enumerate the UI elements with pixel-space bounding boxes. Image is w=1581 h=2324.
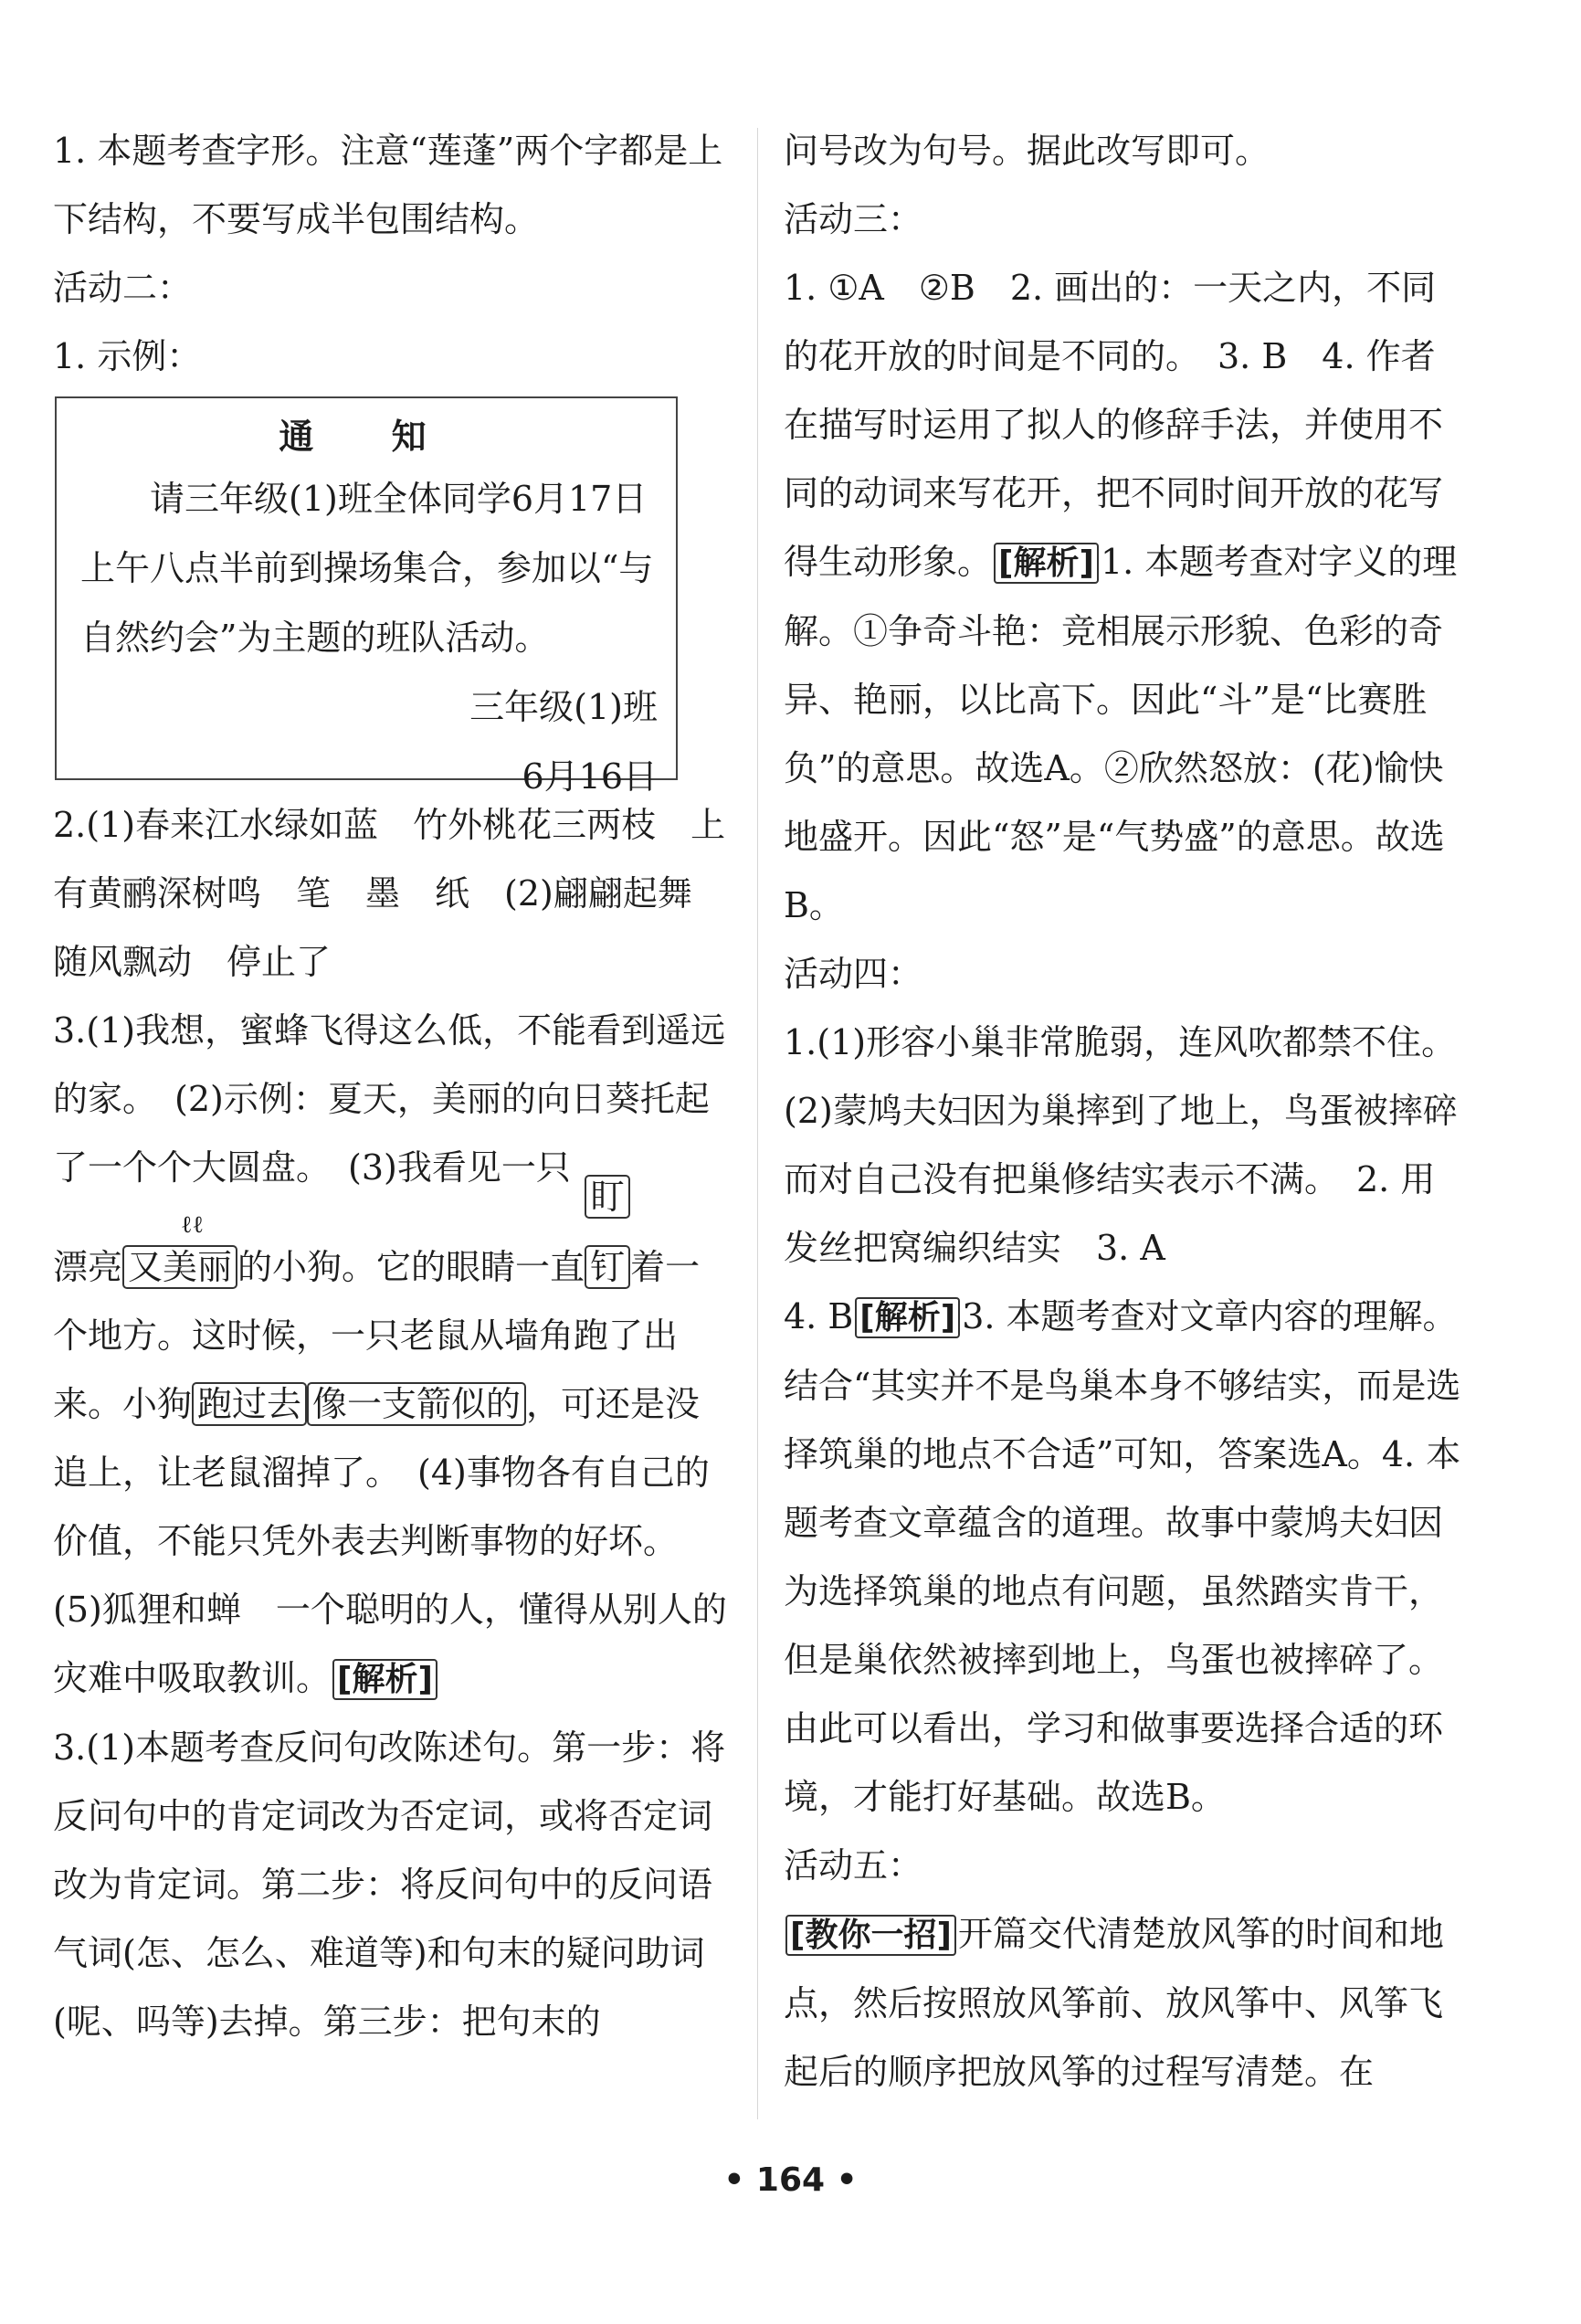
answer-paragraph: 1. 本题考查字形。注意“莲蓬”两个字都是上下结构，不要写成半包围结构。 <box>53 131 723 239</box>
answer-paragraph <box>784 1900 1464 2107</box>
corrected-sentence <box>53 1177 733 1714</box>
notice-title: 通 知 <box>279 417 459 457</box>
analysis-tag: [解析] <box>855 1297 960 1338</box>
notice-signer: 三年级(1)班 <box>469 687 658 727</box>
notice-body: 请三年级(1)班全体同学6月17日上午八点半前到操场集合，参加以“与自然约会”为主题的班队活动。 <box>80 479 654 658</box>
sentence-text: ，可还是没追上，让老鼠溜掉了。 (4)事物各有自己的价值，不能只凭外表去判断事物的好坏。 (5)狐狸和蝉 一个聪明的人，懂得从别人的灾难中吸取教训。 <box>53 1384 727 1698</box>
sentence-text: 着一个地方。这时候，一只老鼠从墙角跑了出来。小狗 <box>53 1247 701 1424</box>
answer-paragraph: 2.(1)春来江水绿如蓝 竹外桃花三两枝 上有黄鹂深树鸣 笔 墨 纸 (2)翩翩起舞 随风飘动 停止了 <box>53 805 727 982</box>
answer-paragraph: 3.(1)本题考查反问句改陈述句。第一步：将反问句中的肯定词改为否定词，或将否定词改为肯定词。第二步：将反问句中的反问语气词(怎、怎么、难道等)和句末的疑问助词(呢、吗等)去掉。第三步：把句末的 <box>53 1727 726 2042</box>
replacement-mark <box>585 1177 630 1302</box>
answer-text: 1. ①A ②B 2. 画出的：一天之内，不同的花开放的时间是不同的。 3. B 4. 作者在描写时运用了拟人的修辞手法，并使用不同的动词来写花开，把不同时间开放的花写得生动形象。 <box>784 268 1444 582</box>
swap-phrase-a: 跑过去 <box>192 1382 307 1426</box>
answer-paragraph: 1. 示例： <box>53 336 202 376</box>
section-heading: 活动四： <box>784 954 923 994</box>
section-heading: 活动三： <box>784 199 923 239</box>
left-column <box>53 117 733 2056</box>
section-heading: 活动二： <box>53 268 193 308</box>
answer-text: 1. 本题考查对字义的理解。①争奇斗艳：竞相展示形貌、色彩的奇异、艳丽，以比高下。因此“斗”是“比赛胜负”的意思。故选A。②欣然怒放：(花)愉快地盛开。因此“怒”是“气势盛”的意思。故选B。 <box>784 542 1458 925</box>
analysis-tag: [解析] <box>332 1659 437 1700</box>
replacement-word: 盯 <box>585 1175 630 1219</box>
swap-phrase-b: 像一支箭似的 <box>307 1382 526 1426</box>
notice-box <box>55 396 678 797</box>
replaced-word: 钉 <box>585 1245 630 1289</box>
answer-paragraph <box>784 254 1464 940</box>
sentence-text: 漂亮 <box>53 1247 123 1287</box>
answer-paragraph <box>784 1283 1464 1832</box>
right-column <box>784 117 1474 2107</box>
answer-paragraph: 1.(1)形容小巢非常脆弱，连风吹都禁不住。 (2)蒙鸠夫妇因为巢摔到了地上，鸟蛋被摔碎而对自己没有把巢修结实表示不满。 2. 用发丝把窝编织结实 3. A <box>784 1022 1474 1268</box>
insertion-mark <box>122 1211 237 1302</box>
answer-text: 3. 本题考查对文章内容的理解。结合“其实并不是鸟巢本身不够结实，而是选择筑巢的地点不合适”可知，答案选A。4. 本题考查文章蕴含的道理。故事中蒙鸠夫妇因为选择筑巢的地点有问题，虽然踏实肯干，但是巢依然被摔到地上，鸟蛋也被摔碎了。由此可以看出，学习和做事要选择合适的环境，才能打好基础。故选B。 <box>784 1296 1461 1817</box>
answer-text: 开篇交代清楚放风筝的时间和地点，然后按照放风筝前、放风筝中、风筝飞起后的顺序把放风筝的过程写清楚。在 <box>784 1914 1444 2092</box>
section-heading: 活动五： <box>784 1845 923 1886</box>
answer-text: 4. B <box>784 1296 854 1336</box>
column-divider <box>757 128 758 2119</box>
page-number: • 164 • <box>723 2161 858 2199</box>
inserted-word: 又美丽 <box>122 1245 237 1289</box>
tip-tag: [教你一招] <box>785 1915 956 1956</box>
sentence-text: 的小狗。它的眼睛一直 <box>237 1247 585 1287</box>
analysis-tag: [解析] <box>994 543 1099 584</box>
answer-paragraph: 问号改为句号。据此改写即可。 <box>784 131 1270 171</box>
notice-date: 6月16日 <box>522 756 658 797</box>
curl-mark-icon: ℓℓ <box>181 1211 204 1239</box>
answer-paragraph: 3.(1)我想，蜜蜂飞得这么低，不能看到遥远的家。 (2)示例：夏天，美丽的向日葵托起了一个个大圆盘。 (3)我看见一只 <box>53 1010 726 1188</box>
